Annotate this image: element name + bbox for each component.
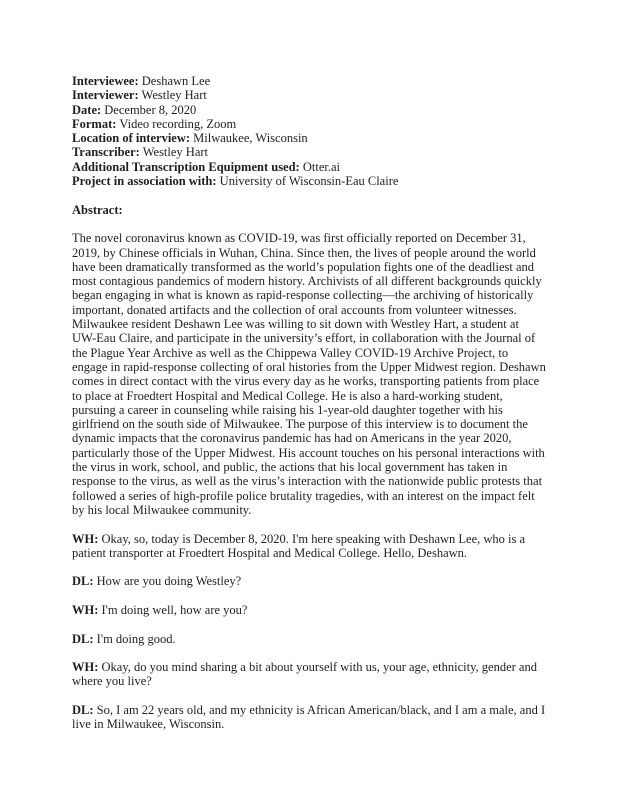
dialogue-paragraph [72,660,546,689]
metadata-label: Date: [72,102,102,117]
metadata-line [72,88,546,102]
metadata-value: Westley Hart [142,145,209,160]
dialogue-text: How are you doing Westley? [96,574,242,589]
metadata-line [72,145,546,159]
metadata-value: Deshawn Lee [141,74,211,88]
abstract-body: The novel coronavirus known as COVID-19, was first officially reported on December 31, 2019, by Chinese officials in Wuhan, China. Since then, the lives of people around the world have been dramatically transformed as the world’s population fights one of the deadliest and most contagious pandemics of modern history. Archivists of all different backgrounds quickly began engaging in what is known as rapid-response collecting—the archiving of historically important, donated artifacts and the collection of oral accounts from volunteer witnesses. Milwaukee resident Deshawn Lee was willing to sit down with Westley Hart, a student at UW-Eau Claire, and participate in the university’s effort, in collaboration with the Journal of the Plague Year Archive as well as the Chippewa Valley COVID-19 Archive Project, to engage in rapid-response collecting of oral histories from the Upper Midwest region. Deshawn comes in direct contact with the virus every day as he works, transporting patients from place to place at Froedtert Hospital and Medical College. He is also a hard-working student, pursuing a career in counseling while raising his 1-year-old daughter together with his girlfriend on the south side of Milwaukee. The purpose of this interview is to document the dynamic impacts that the coronavirus pandemic has had on Americans in the year 2020, particularly those of the Upper Midwest. His account touches on his personal interactions with the virus in work, school, and public, the actions that his local government has taken in response to the virus, as well as the virus’s interaction with the nationwide public protests that followed a series of high-profile police brutality tragedies, with an interest on the impact felt by his local Milwaukee community. [72,231,546,517]
dialogue-text: I'm doing good. [96,631,176,646]
metadata-line [72,131,546,145]
dialogue-text: So, I am 22 years old, and my ethnicity is African American/black, and I am a male, and I live in Milwaukee, Wisconsin. [72,703,546,732]
metadata-value: University of Wisconsin-Eau Claire [219,174,399,189]
speaker-label: WH: [72,602,99,617]
dialogue-paragraph [72,703,546,732]
dialogue-text: Okay, so, today is December 8, 2020. I'm here speaking with Deshawn Lee, who is a patient transporter at Froedtert Hospital and Medical College. Hello, Deshawn. [72,531,526,560]
speaker-label: DL: [72,574,94,589]
speaker-label: WH: [72,531,99,546]
metadata-line [72,174,546,188]
metadata-label: Interviewee: [72,74,139,88]
metadata-line [72,160,546,174]
metadata-value: Otter.ai [302,159,340,174]
dialogue-text: Okay, do you mind sharing a bit about yourself with us, your age, ethnicity, gender and where you live? [72,660,537,689]
metadata-line [72,74,546,88]
metadata-value: Video recording, Zoom [119,116,237,131]
metadata-label: Format: [72,116,117,131]
metadata-value: Westley Hart [141,88,207,103]
dialogue-text: I'm doing well, how are you? [101,602,248,617]
dialogue-paragraph [72,632,546,646]
metadata-label: Transcriber: [72,145,140,160]
dialogue-paragraph [72,574,546,588]
metadata-label: Additional Transcription Equipment used: [72,159,300,174]
metadata-label: Project in association with: [72,174,217,189]
metadata-line [72,117,546,131]
metadata-label: Location of interview: [72,131,191,146]
metadata-line [72,103,546,117]
metadata-value: Milwaukee, Wisconsin [193,131,308,146]
dialogue-paragraph [72,603,546,617]
speaker-label: DL: [72,703,94,718]
abstract-heading: Abstract: [72,202,123,217]
dialogue-paragraph [72,532,546,561]
metadata-value: December 8, 2020 [104,102,197,117]
speaker-label: WH: [72,660,99,675]
metadata-label: Interviewer: [72,88,139,103]
interview-metadata-block [72,74,546,188]
dialogue-block [72,532,546,732]
speaker-label: DL: [72,631,94,646]
document-content [72,74,546,732]
